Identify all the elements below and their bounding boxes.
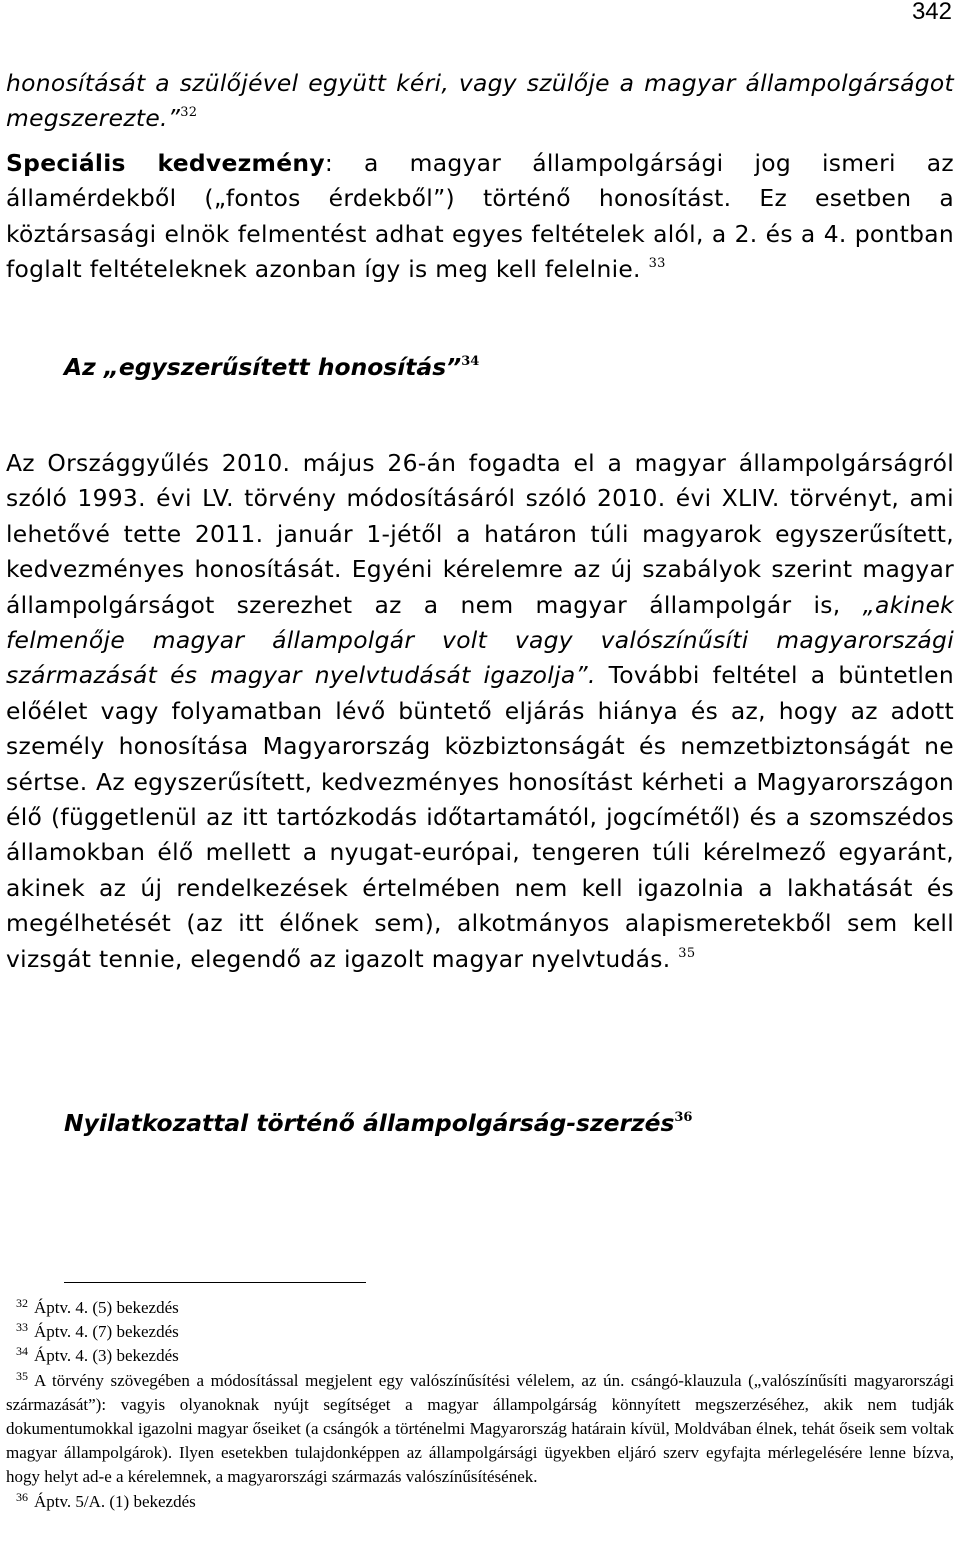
page-number: 342 [911,0,952,25]
paragraph-italic-text: honosítását a szülőjével együtt kéri, vagy szülője a magyar állampolgárságot megszerezte.” [6,69,954,133]
footnote-ref[interactable]: 36 [674,1110,693,1125]
heading-text: Nyilatkozattal történő állampolgárság-szerzés [64,1109,675,1137]
footnote-ref[interactable]: 34 [461,354,480,369]
footnote-item: 36 Áptv. 5/A. (1) bekezdés [16,1489,196,1511]
paragraph-text: : a magyar állampolgársági jog ismeri az államérdekből („fontos érdekből”) történő honosítást. Ez esetben a köztársasági elnök felmentést adhat egyes feltételek alól, a 2. és a 4. pontban foglalt feltételeknek azonban így is meg kell felelnie. [6,149,954,284]
footnote-text: Áptv. 4. (7) bekezdés [34,1322,179,1342]
paragraph-text: További feltétel a büntetlen előélet vagy folyamatban lévő büntető eljárás hiánya és az, hogy az adott személy honosítása Magyarország közbiztonságát és nemzetbiztonságát ne sértse. Az egyszerűsített, kedvezményes honosítást kérheti a Magyarországon élő (függetlenül az itt tartózkodás időtartamától, jogcímétől) és a szomszédos államokban élő mellett a nyugat-európai, tengeren túli kérelmező egyaránt, akinek az új rendelkezések értelmében nem kell igazolnia a lakhatását és megélhetését (az itt élőnek sem), alkotmányos alapismeretekből sem kell vizsgát tennie, elegendő az igazolt magyar nyelvtudás. [6,661,954,973]
paragraph-text: Az Országgyűlés 2010. május 26-án fogadta el a magyar állampolgárságról szóló 1993. évi LV. törvény módosításáról szóló 2010. évi XLIV. törvényt, ami lehetővé tette 2011. január 1-jétől a határon túli magyarok egyszerűsített, kedvezményes honosítását. Egyéni kérelemre az új szabályok szerint magyar állampolgárságot szerezhet az a nem magyar állampolgár is, [6,449,954,619]
paragraph-italic-quote: „akinek felmenője magyar állampolgár volt vagy valószínűsíti magyarországi származását és magyar nyelvtudását igazolja”. [6,590,954,690]
footnotes [6,1296,954,1514]
footnote-ref[interactable]: 33 [648,256,666,272]
bold-lead: Speciális kedvezmény [6,149,325,177]
footnote-text: A törvény szövegében a módosítással megjelent egy valószínűsítési vélelem, az ún. csángó-klauzula („valószínűsíti magyarországi származását”): vagyis olyanoknak nyújt segítséget a magyar állampolgárság könnyített megszerzéséhez, akik nem tudják dokumentumokkal igazolni magyar őseiket (a csángók a történelmi Magyarország határain kívül, Moldvában élnek, tehát őseik sem voltak magyar állampolgárok). Ilyen esetekben tulajdonképpen az állampolgársági ügyekben eljáró szerv egyfajta mérlegelésére lenne bízva, hogy helyt ad-e a kérelemnek, a magyarországi származás valószínűsítésének. [6,1370,954,1487]
footnote-text: Áptv. 5/A. (1) bekezdés [34,1491,196,1511]
paragraph-quote-end [6,66,954,137]
footnote-ref[interactable]: 32 [180,105,198,121]
section-heading [64,1108,692,1138]
footnote-item: 35 A törvény szövegében a módosítással megjelent egy valószínűsítési vélelem, az ún. csángó-klauzula („valószínűsíti magyarországi származását”): vagyis olyanoknak nyújt segítséget a magyar állampolgárság könnyített megszerzéséhez, akik nem tudják dokumentumokkal igazolni magyar őseiket (a csángók a történelmi Magyarország határain kívül, Moldvában élnek, tehát őseik sem voltak magyar állampolgárok). Ilyen esetekben tulajdonképpen az állampolgársági ügyekben eljáró szerv egyfajta mérlegelésére lenne bízva, hogy helyt ad-e a kérelemnek, a magyarországi származás valószínűsítésének. [6,1368,954,1487]
footnote-separator [64,1282,366,1283]
footnote-item: 32 Áptv. 4. (5) bekezdés [16,1296,179,1317]
paragraph-simplified-naturalization [6,446,954,977]
section-heading [64,352,479,382]
footnote-ref[interactable]: 35 [678,945,696,961]
heading-text: Az „egyszerűsített honosítás” [64,353,462,381]
paragraph-special-preference [6,146,954,288]
footnote-text: Áptv. 4. (3) bekezdés [34,1346,179,1366]
footnote-text: Áptv. 4. (5) bekezdés [34,1298,179,1317]
footnote-item: 34 Áptv. 4. (3) bekezdés [16,1344,179,1366]
footnote-item: 33 Áptv. 4. (7) bekezdés [16,1320,179,1342]
